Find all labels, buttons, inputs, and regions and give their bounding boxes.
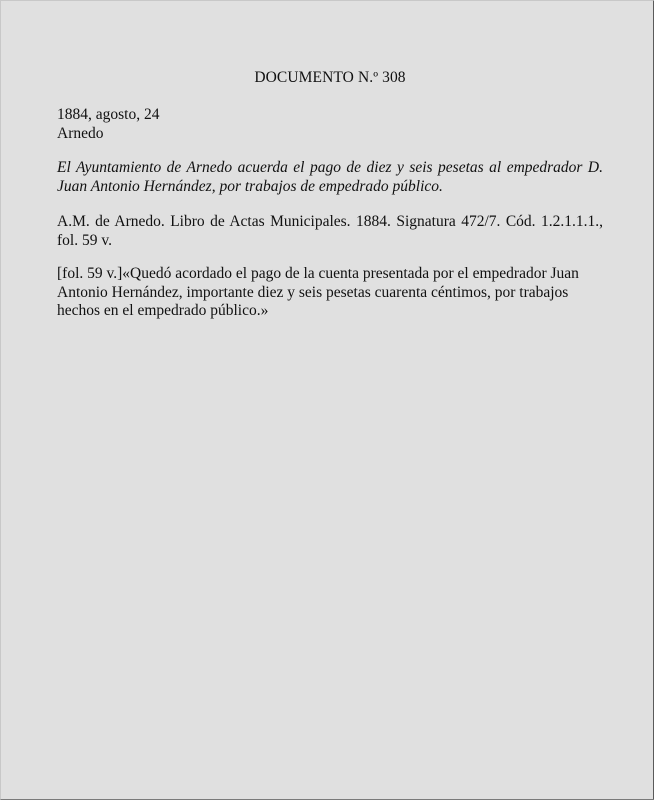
document-header: [57, 105, 159, 143]
transcription-line: hechos en el empedrado público.»: [57, 302, 269, 319]
document-transcription: [57, 265, 579, 321]
transcription-line: Antonio Hernández, importante diez y seis pesetas cuarenta céntimos, por trabajos: [57, 283, 569, 301]
document-date: 1884, agosto, 24: [57, 106, 160, 123]
source-line: A.M. de Arnedo. Libro de Actas Municipales. 1884. Signatura 472/7. Cód. 1.2.1.1.1.,: [57, 213, 603, 230]
document-summary: [57, 158, 603, 196]
summary-line: Juan Antonio Hernández, por trabajos de empedrado público.: [57, 178, 443, 195]
summary-line: El Ayuntamiento de Arnedo acuerda el pago de diez y seis pesetas al empedrador D.: [57, 159, 603, 176]
document-place: Arnedo: [57, 125, 104, 142]
transcription-line: [fol. 59 v.]«Quedó acordado el pago de la cuenta presentada por el empedrador Juan: [57, 265, 579, 282]
document-title: DOCUMENTO N.º 308: [254, 69, 406, 86]
archival-source: [57, 212, 603, 250]
source-line: fol. 59 v.: [57, 232, 112, 249]
